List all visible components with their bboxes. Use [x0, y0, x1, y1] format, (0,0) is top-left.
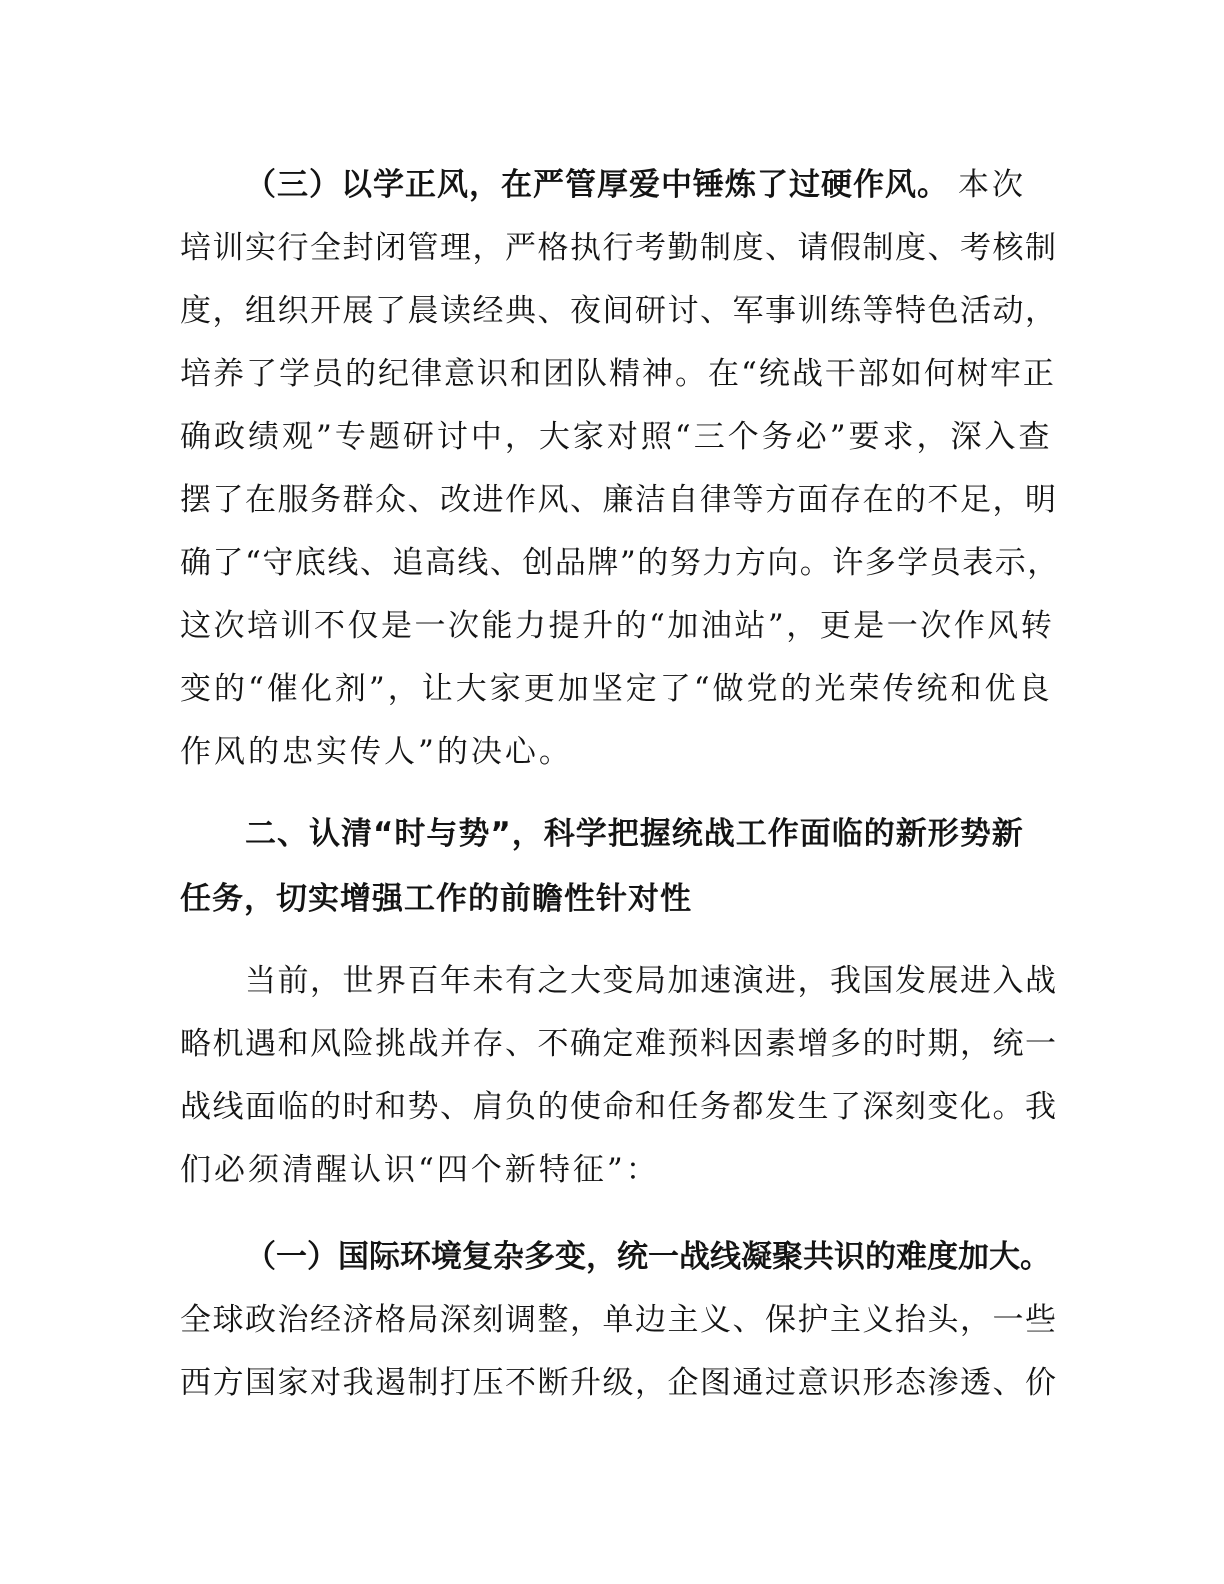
section3-line-4: 确政绩观”专题研讨中，大家对照“三个务必”要求，深入查	[180, 419, 1053, 455]
section3-line-7: 这次培训不仅是一次能力提升的“加油站”，更是一次作风转	[180, 608, 1055, 644]
part2-paragraph-line-3: 们必须清醒认识“四个新特征”：	[180, 1152, 660, 1188]
section3-line-0: 本次	[958, 167, 1026, 203]
section3-line-3: 培养了学员的纪律意识和团队精神。在“统战干部如何树牢正	[180, 356, 1056, 392]
part2-heading-line-1: 任务，切实增强工作的前瞻性针对性	[180, 881, 692, 917]
section3-line-9: 作风的忠实传人”的决心。	[180, 734, 573, 770]
section1-line-1: 西方国家对我遏制打压不断升级，企图通过意识形态渗透、价	[180, 1365, 1058, 1401]
section3-line-5: 摆了在服务群众、改进作风、廉洁自律等方面存在的不足，明	[180, 482, 1058, 518]
part2-heading-line-0: 二、认清“时与势”，科学把握统战工作面临的新形势新	[245, 816, 1024, 852]
part2-paragraph-line-0: 当前，世界百年未有之大变局加速演进，我国发展进入战	[245, 963, 1058, 999]
section3-heading: （三）以学正风，在严管厚爱中锤炼了过硬作风。	[245, 167, 949, 203]
section3-line-8: 变的“催化剂”，让大家更加坚定了“做党的光荣传统和优良	[180, 671, 1053, 707]
section1-heading: （一）国际环境复杂多变，统一战线凝聚共识的难度加大。	[245, 1239, 1051, 1275]
part2-paragraph-line-1: 略机遇和风险挑战并存、不确定难预料因素增多的时期，统一	[180, 1026, 1058, 1062]
part2-paragraph-line-2: 战线面临的时和势、肩负的使命和任务都发生了深刻变化。我	[180, 1089, 1058, 1125]
section1-line-0: 全球政治经济格局深刻调整，单边主义、保护主义抬头，一些	[180, 1302, 1058, 1338]
section3-line-1: 培训实行全封闭管理，严格执行考勤制度、请假制度、考核制	[180, 230, 1058, 266]
section3-line-2: 度，组织开展了晨读经典、夜间研讨、军事训练等特色活动，	[180, 293, 1058, 329]
section3-line-6: 确了“守底线、追高线、创品牌”的努力方向。许多学员表示，	[180, 545, 1060, 581]
